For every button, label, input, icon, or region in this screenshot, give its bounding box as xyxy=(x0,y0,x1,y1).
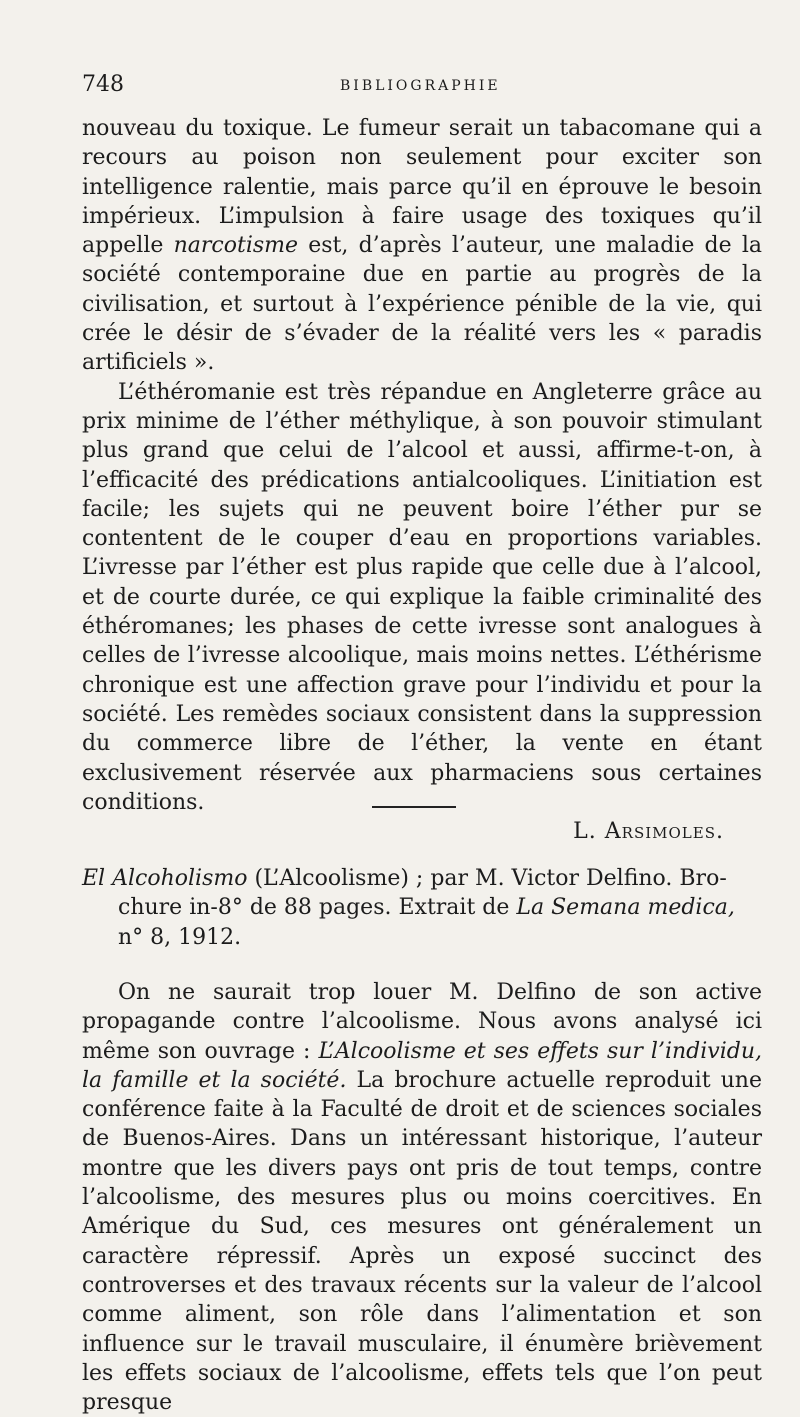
section-divider xyxy=(372,806,456,808)
journal-title: La Semana medica, xyxy=(516,895,735,921)
review-delfino xyxy=(82,978,762,1417)
work-title: El Alcoholismo xyxy=(82,866,248,891)
bibliographic-entry xyxy=(82,864,762,952)
review-arsimoles xyxy=(82,114,762,846)
page-number: 748 xyxy=(82,72,124,97)
entry-line: El Alcoholismo (L’Alcoolisme) ; par M. Victor Delfino. Bro- xyxy=(82,866,727,891)
paragraph: On ne saurait trop louer M. Delfino de son active propagande contre l’alcoolisme. Nous avons analysé ici même son ouvrage : L’Alcoolisme et ses effets sur l’individu, la famille et la société. La brochure actuelle reproduit une conférence faite à la Faculté de droit et de sciences sociales de Buenos-Aires. Dans un intéressant historique, l’auteur montre que les divers pays ont pris de tout temps, contre l’alcoolisme, des mesures plus ou moins coercitives. En Amérique du Sud, ces mesures ont généralement un caractère répressif. Après un exposé succinct des controverses et des travaux récents sur la valeur de l’alcool comme aliment, son rôle dans l’alimentation et son influence sur le travail musculaire, il énumère brièvement les effets sociaux de l’alcoolisme, effets tels que l’on peut presque xyxy=(82,980,762,1416)
paragraph: L’éthéromanie est très répandue en Angleterre grâce au prix minime de l’éther méthylique, à son pouvoir stimulant plus grand que celui de l’alcool et aussi, affirme-t-on, à l’efficacité des prédications antialcooliques. L’initiation est facile; les sujets qui ne peuvent boire l’éther pur se contentent de le couper d’eau en proportions variables. L’ivresse par l’éther est plus rapide que celle due à l’alcool, et de courte durée, ce qui explique la faible criminalité des éthéromanes; les phases de cette ivresse sont analogues à celles de l’ivresse alcoolique, mais moins nettes. L’éthérisme chronique est une affection grave pour l’individu et pour la société. Les remèdes sociaux consistent dans la suppression du commerce libre de l’éther, la vente en étant exclusivement réservée aux pharmaciens sous certaines conditions. xyxy=(82,379,762,815)
paragraph: nouveau du toxique. Le fumeur serait un tabacomane qui a recours au poison non seulement pour exciter son intelligence ralentie, mais parce qu’il en éprouve le besoin impérieux. L’impulsion à faire usage des toxiques qu’il appelle narcotisme est, d’après l’auteur, une maladie de la société contemporaine due en partie au progrès de la civilisation, et surtout à l’expérience pénible de la vie, qui crée le désir de s’évader de la réalité vers les « paradis artificiels ». xyxy=(82,116,763,376)
reviewer-signature: L. Arsimoles. xyxy=(573,819,724,845)
running-head: BIBLIOGRAPHIE xyxy=(340,78,501,94)
term-narcotisme: narcotisme xyxy=(173,233,299,259)
entry-line: n° 8, 1912. xyxy=(118,924,242,950)
page-header xyxy=(82,72,760,104)
cited-work-title: L’Alcoolisme et ses effets sur l’individu, la famille et la société. xyxy=(82,1038,762,1093)
entry-line: chure in-8° de 88 pages. Extrait de La Semana medica, xyxy=(118,895,735,921)
